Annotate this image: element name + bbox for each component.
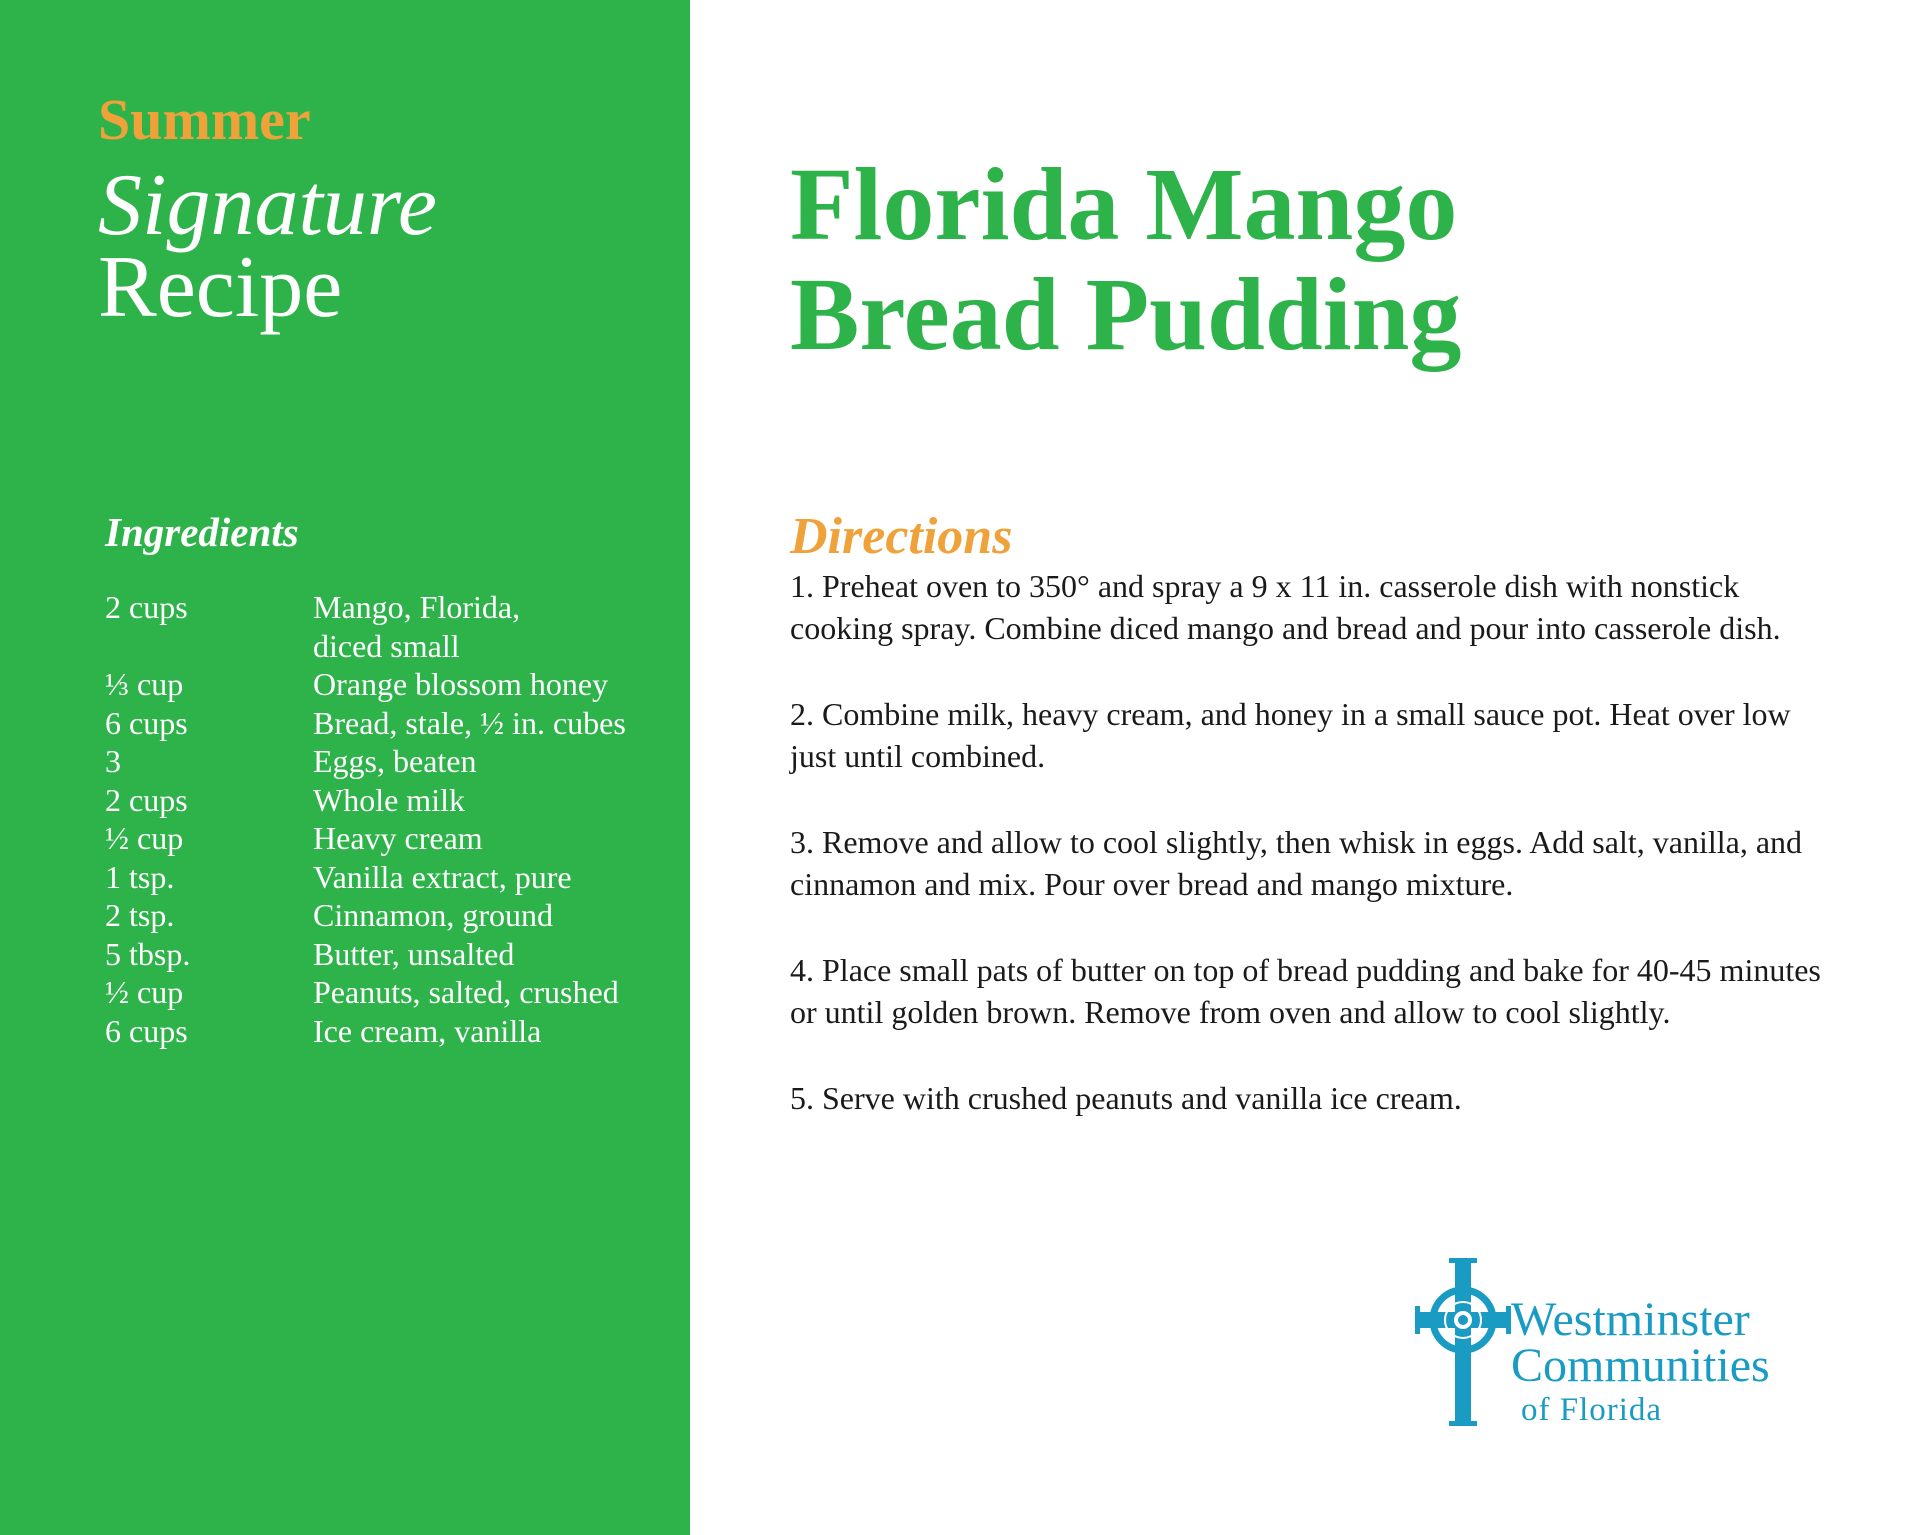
- ingredient-row: [105, 896, 665, 935]
- celtic-cross-icon: [1415, 1258, 1511, 1428]
- ingredient-item: Cinnamon, ground: [313, 897, 553, 933]
- ingredient-row: [105, 588, 665, 665]
- logo-line-communities: Communities: [1511, 1339, 1770, 1392]
- ingredient-item: Ice cream, vanilla: [313, 1012, 542, 1049]
- ingredient-item: Vanilla extract, pure: [313, 858, 572, 895]
- direction-step: 1. Preheat oven to 350° and spray a 9 x 11 in. casserole dish with nonstick cooking spray. Combine diced mango and bread and pour into casserole dish.: [790, 568, 1781, 646]
- ingredient-row: [105, 665, 665, 704]
- direction-step: 4. Place small pats of butter on top of bread pudding and bake for 40-45 minutes or until golden brown. Remove from oven and allow to cool slightly.: [790, 952, 1821, 1030]
- recipe-title: Florida Mango Bread Pudding: [790, 147, 1462, 373]
- ingredient-row: [105, 819, 665, 858]
- ingredient-row: [105, 858, 665, 897]
- ingredients-list: [105, 588, 665, 1050]
- ingredient-item: Heavy cream: [313, 820, 483, 856]
- ingredient-item: Butter, unsalted: [313, 935, 515, 972]
- ingredient-item: Whole milk: [313, 781, 465, 818]
- logo-line-westminster: Westminster: [1511, 1293, 1750, 1346]
- left-panel: [0, 0, 690, 1535]
- ingredient-row: [105, 1012, 665, 1051]
- ingredient-qty: 5 tbsp.: [105, 935, 191, 972]
- ingredient-qty: 1 tsp.: [105, 858, 175, 895]
- header-signature: Signature: [98, 157, 437, 254]
- logo-line-of-florida: of Florida: [1521, 1392, 1663, 1428]
- ingredient-row: [105, 704, 665, 743]
- ingredient-qty: 3: [105, 743, 121, 779]
- ingredient-item: Peanuts, salted, crushed: [313, 974, 619, 1010]
- ingredient-row: [105, 935, 665, 974]
- direction-step: 2. Combine milk, heavy cream, and honey in a small sauce pot. Heat over low just until combined.: [790, 696, 1791, 774]
- ingredient-row: [105, 973, 665, 1012]
- directions-heading: Directions: [790, 508, 1013, 565]
- ingredient-qty: ½ cup: [105, 820, 184, 856]
- ingredient-item: Eggs, beaten: [313, 743, 477, 779]
- ingredient-qty: ½ cup: [105, 974, 184, 1010]
- ingredient-row: [105, 742, 665, 781]
- ingredients-heading: Ingredients: [105, 509, 299, 555]
- direction-step: 3. Remove and allow to cool slightly, then whisk in eggs. Add salt, vanilla, and cinnamon and mix. Pour over bread and mango mixture.: [790, 824, 1803, 902]
- ingredient-qty: 6 cups: [105, 704, 188, 741]
- header-summer: Summer: [98, 87, 311, 152]
- ingredient-qty: 6 cups: [105, 1012, 188, 1049]
- ingredient-qty: 2 cups: [105, 781, 188, 818]
- ingredient-item: Bread, stale, ½ in. cubes: [313, 704, 626, 741]
- ingredient-item: Mango, Florida, diced small: [313, 589, 521, 664]
- ingredient-row: [105, 781, 665, 820]
- ingredient-item: Orange blossom honey: [313, 666, 609, 702]
- ingredient-qty: 2 cups: [105, 589, 188, 625]
- directions-list: [790, 565, 1830, 1163]
- header-recipe: Recipe: [98, 239, 343, 336]
- ingredient-qty: ⅓ cup: [105, 666, 184, 702]
- ingredient-qty: 2 tsp.: [105, 897, 175, 933]
- direction-step: 5. Serve with crushed peanuts and vanilla ice cream.: [790, 1080, 1462, 1116]
- westminster-logo: [1415, 1258, 1825, 1428]
